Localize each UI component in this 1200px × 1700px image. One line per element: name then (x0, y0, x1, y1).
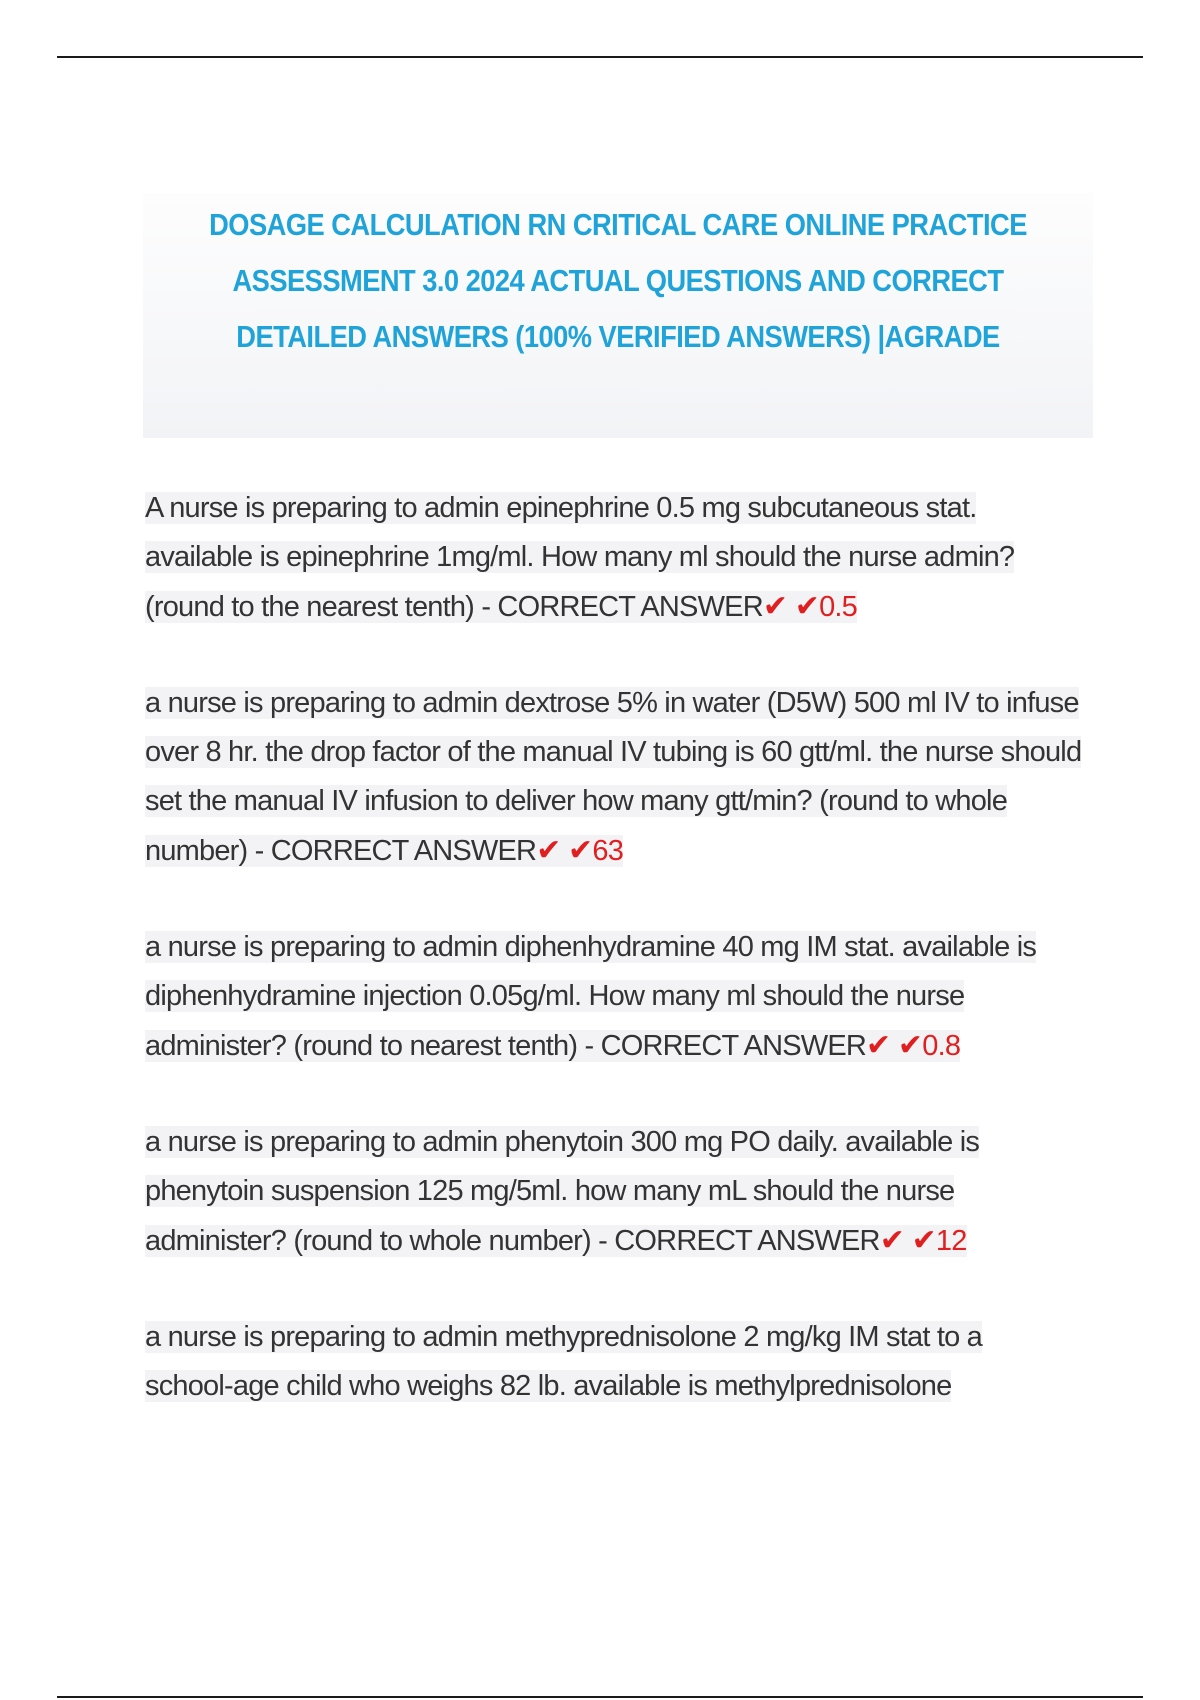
question-list (145, 484, 1105, 1458)
document-title: DOSAGE CALCULATION RN CRITICAL CARE ONLINE PRACTICE ASSESSMENT 3.0 2024 ACTUAL QUESTIONS AND CORRECT DETAILED ANSWERS (100% VERIFIED ANSWERS) |AGRADE (209, 207, 1027, 354)
check-icon: ✔ ✔ (762, 590, 820, 623)
footer-rule (57, 1696, 1143, 1698)
question-text: A nurse is preparing to admin epinephrine 0.5 mg subcutaneous stat. available is epinephrine 1mg/ml. How many ml should the nurse admin? (round to the nearest tenth) (145, 492, 1015, 623)
question-text: a nurse is preparing to admin dextrose 5% in water (D5W) 500 ml IV to infuse over 8 hr. the drop factor of the manual IV tubing is 60 gtt/ml. the nurse should set the manual IV infusion to deliver how many gtt/min? (round to whole number) (145, 687, 1082, 867)
answer-label: - CORRECT ANSWER (598, 1225, 880, 1257)
question-item (145, 679, 1100, 876)
check-icon: ✔ ✔ (536, 834, 593, 867)
answer-label: - CORRECT ANSWER (481, 591, 763, 623)
header-rule (57, 56, 1143, 58)
question-text: a nurse is preparing to admin phenytoin 300 mg PO daily. available is phenytoin suspension 125 mg/5ml. how many mL should the nurse administer? (round to whole number) (145, 1126, 980, 1257)
question-text: a nurse is preparing to admin diphenhydramine 40 mg IM stat. available is diphenhydramine injection 0.05g/ml. How many ml should the nurse administer? (round to nearest tenth) (145, 931, 1037, 1062)
check-icon: ✔ ✔ (879, 1224, 936, 1257)
title-block (143, 193, 1093, 438)
question-text-block (145, 931, 1036, 1062)
question-text-block (145, 492, 1014, 623)
question-item (145, 923, 1100, 1071)
question-text-block (145, 1321, 982, 1402)
question-item (145, 1118, 1025, 1266)
answer-label: - CORRECT ANSWER (584, 1030, 867, 1062)
question-text-block (145, 1126, 979, 1257)
question-text-block (145, 687, 1081, 867)
question-text: a nurse is preparing to admin methyprednisolone 2 mg/kg IM stat to a school-age child who weighs 82 lb. available is methylprednisolone (145, 1321, 983, 1402)
question-item (145, 484, 1045, 632)
answer-value: 63 (592, 835, 624, 867)
answer-value: 0.5 (819, 591, 857, 623)
answer-label: - CORRECT ANSWER (254, 835, 537, 867)
question-item (145, 1313, 1055, 1411)
answer-value: 12 (935, 1225, 967, 1257)
answer-value: 0.8 (922, 1030, 961, 1062)
check-icon: ✔ ✔ (866, 1029, 923, 1062)
